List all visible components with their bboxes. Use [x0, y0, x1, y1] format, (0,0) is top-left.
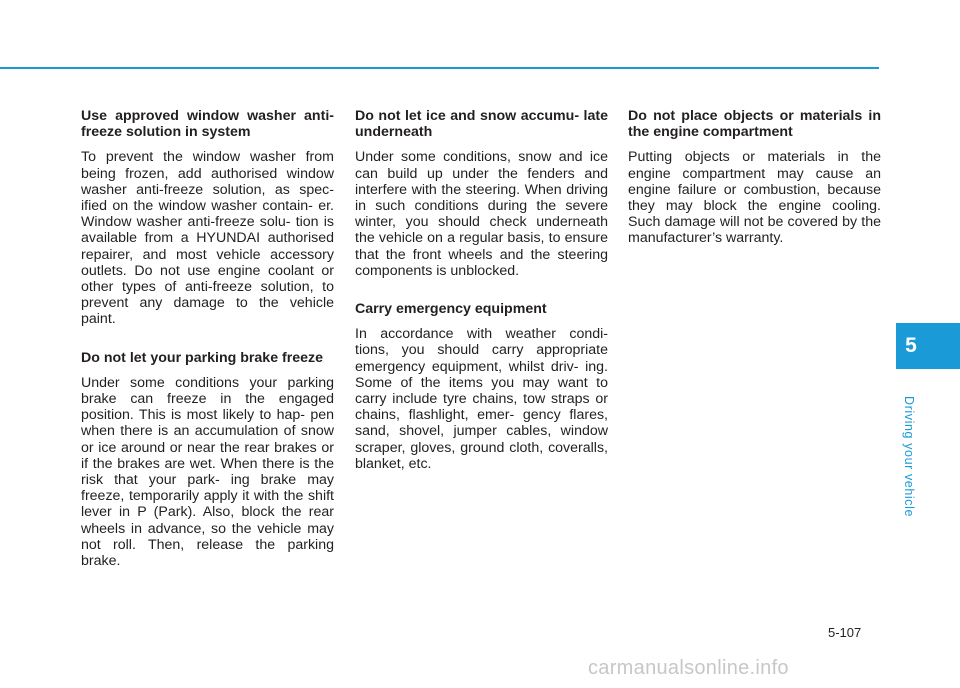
- chapter-tab: [896, 323, 960, 369]
- section-parking-brake: [81, 350, 334, 570]
- section-body: To prevent the window washer from being frozen, add authorised window washer anti-freeze solution, as spec- ified on the window washer contain- er. Window washer anti-freeze solu- tion is available from a HYUNDAI authorised repairer, and most vehicle accessory outlets. Do not use engine coolant or other types of anti-freeze solution, to prevent any damage to the vehicle paint.: [81, 149, 334, 328]
- section-body: Putting objects or materials in the engine compartment may cause an engine failure or combustion, because they may block the engine cooling. Such damage will not be covered by the manufacturer’s warranty.: [628, 149, 881, 247]
- section-engine-compartment: [628, 108, 881, 247]
- column-3: [628, 108, 881, 269]
- section-heading: Do not let ice and snow accumu- late underneath: [355, 108, 608, 141]
- section-body: In accordance with weather condi- tions, you should carry appropriate emergency equipment, whilst driv- ing. Some of the items you may want to carry include tyre chains, tow straps or chains, flashlight, emer- gency flares, sand, shovel, jumper cables, window scraper, gloves, ground cloth, coveralls, blanket, etc.: [355, 326, 608, 472]
- page-number: 5-107: [828, 625, 862, 640]
- section-body: Under some conditions, snow and ice can build up under the fenders and interfere with the steering. When driving in such conditions during the severe winter, you should check underneath the vehicle on a regular basis, to ensure that the front wheels and the steering components is unblocked.: [355, 149, 608, 279]
- chapter-number: 5: [905, 334, 917, 357]
- section-emergency-equipment: [355, 301, 608, 472]
- header-rule: [0, 67, 879, 69]
- section-body: Under some conditions your parking brake can freeze in the engaged position. This is most likely to hap- pen when there is an accumulation of snow or ice around or near the rear brakes or if the brakes are wet. When there is the risk that your park- ing brake may freeze, temporarily apply it with the shift lever in P (Park). Also, block the rear wheels in advance, so the vehicle may not roll. Then, release the parking brake.: [81, 374, 334, 570]
- section-washer-antifreeze: [81, 108, 334, 328]
- section-heading: Do not let your parking brake freeze: [81, 349, 324, 366]
- section-heading: Carry emergency equipment: [355, 301, 547, 318]
- section-heading: Use approved window washer anti-freeze solution in system: [81, 108, 334, 141]
- section-heading: Do not place objects or materials in the engine compartment: [628, 108, 881, 141]
- column-1: [81, 108, 334, 591]
- watermark: carmanualsonline.info: [588, 657, 789, 679]
- section-ice-snow: [355, 108, 608, 279]
- chapter-title: Driving your vehicle: [902, 396, 916, 518]
- column-2: [355, 108, 608, 494]
